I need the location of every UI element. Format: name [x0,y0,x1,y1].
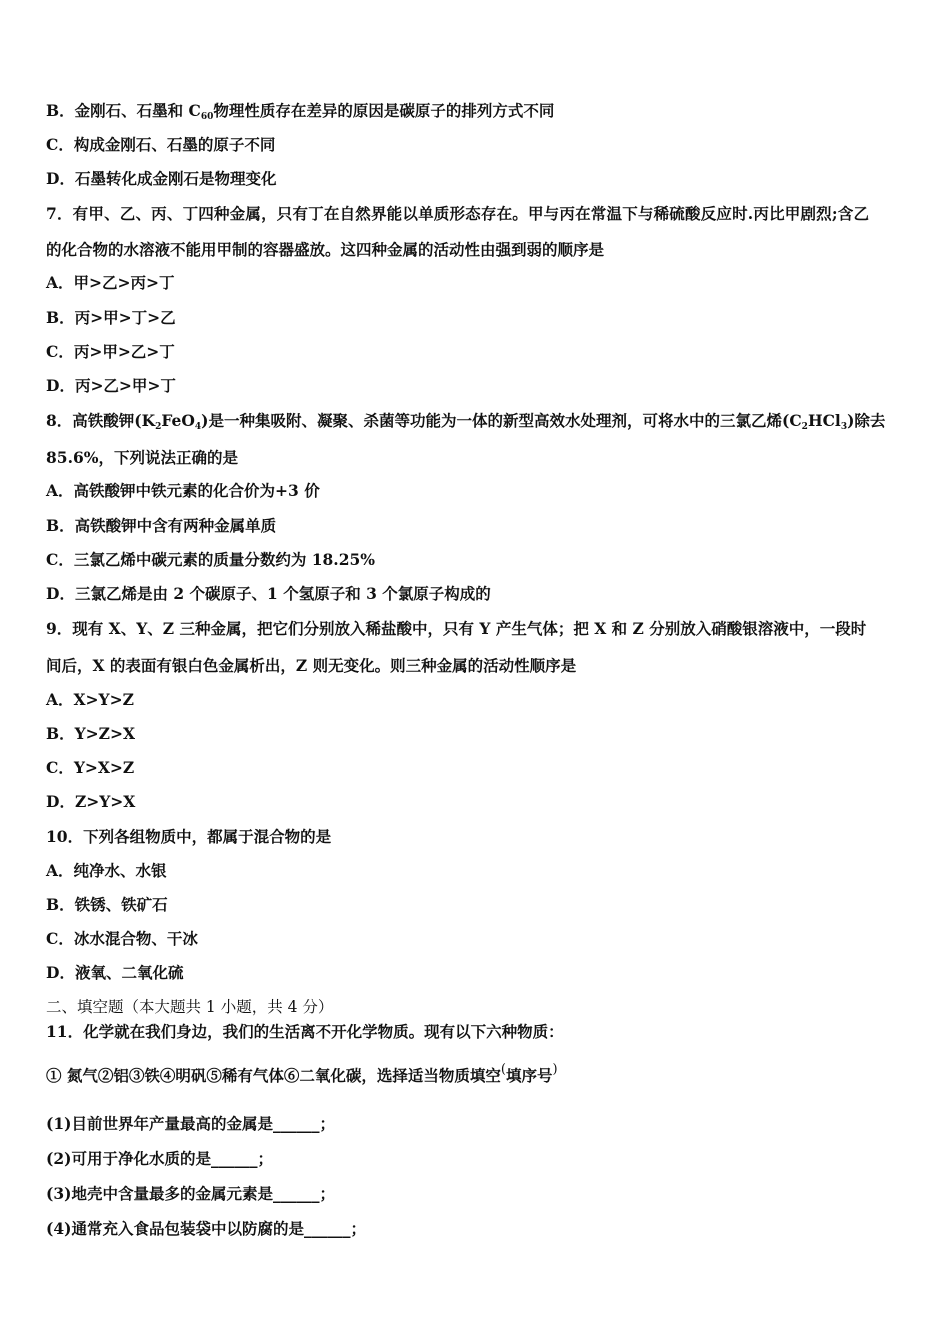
q10-option-d: D．液氧、二氧化硫 [46,963,184,982]
q10-option-c: C．冰水混合物、干冰 [46,929,198,948]
q8-option-b: B．高铁酸钾中含有两种金属单质 [46,516,277,535]
q10-stem: 10．下列各组物质中，都属于混合物的是 [46,827,332,846]
q7-stem-line2: 的化合物的水溶液不能用甲制的容器盛放。这四种金属的活动性由强到弱的顺序是 [46,240,605,259]
q7-option-d: D．丙>乙>甲>丁 [46,376,176,395]
q11-substance-list [46,1062,558,1088]
q8-option-a: A．高铁酸钾中铁元素的化合价为+3 价 [46,481,320,500]
q8-stem-line1 [46,411,885,431]
q6-option-b-post: 物理性质存在差异的原因是碳原子的排列方式不同 [213,101,555,120]
q11-stem: 11．化学就在我们身边，我们的生活离不开化学物质。现有以下六种物质： [46,1022,564,1041]
q9-option-d: D．Z>Y>X [46,792,136,811]
q6-option-b [46,101,554,121]
q11-fill-hint: 填序号 [505,1066,553,1085]
q7-option-a: A．甲>乙>丙>丁 [46,273,175,292]
q8-option-c: C．三氯乙烯中碳元素的质量分数约为 18.25% [46,550,375,569]
q8-option-d: D．三氯乙烯是由 2 个碳原子、1 个氢原子和 3 个氯原子构成的 [46,584,491,603]
q8-stem-sub-1: 2 [155,422,162,432]
q9-option-c: C．Y>X>Z [46,758,135,777]
q8-stem-sub-4: 3 [840,422,848,432]
q6-option-c: C．构成金刚石、石墨的原子不同 [46,135,276,154]
q11-list-text: ① 氮气②铝③铁④明矾⑤稀有气体⑥二氧化碳，选择适当物质填空 [46,1066,501,1085]
q8-stem-line2: 85.6%，下列说法正确的是 [46,448,238,467]
q11-sub-1: (1)目前世界年产量最高的金属是______； [46,1114,335,1133]
q11-sub-3: (3)地壳中含量最多的金属元素是______； [46,1184,335,1203]
section2-title: 二、填空题（本大题共 1 小题，共 4 分） [46,998,334,1016]
q10-option-a: A．纯净水、水银 [46,861,167,880]
q7-stem-line1: 7．有甲、乙、丙、丁四种金属，只有丁在自然界能以单质形态存在。甲与丙在常温下与稀硫酸反应时.丙比甲剧烈;含乙 [46,204,870,223]
q8-stem-sub-3: 2 [801,422,808,432]
q11-paren-close: ) [552,1062,558,1077]
q6-option-b-sub: 60 [200,112,214,122]
q8-stem-part-a: 8．高铁酸钾(K [46,411,156,430]
q9-stem-line2: 间后，X 的表面有银白色金属析出，Z 则无变化。则三种金属的活动性顺序是 [46,656,577,675]
q11-sub-2: (2)可用于净化水质的是______； [46,1149,273,1168]
q8-stem-part-c: )是一种集吸附、凝聚、杀菌等功能为一体的新型高效水处理剂，可将水中的三氯乙烯(C [201,411,802,430]
q6-option-b-pre: B．金刚石、石墨和 C [46,101,201,120]
q9-stem-line1: 9．现有 X、Y、Z 三种金属，把它们分别放入稀盐酸中，只有 Y 产生气体；把 X 和 Z 分别放入硝酸银溶液中，一段时 [46,619,867,638]
q8-stem-part-d: HCl [807,411,841,430]
q11-paren-open: ( [500,1062,506,1077]
q6-option-d: D．石墨转化成金刚石是物理变化 [46,169,277,188]
q7-option-c: C．丙>甲>乙>丁 [46,342,175,361]
q8-stem-part-e: )除去 [847,411,886,430]
q9-option-a: A．X>Y>Z [46,690,134,709]
q8-stem-sub-2: 4 [194,422,202,432]
q10-option-b: B．铁锈、铁矿石 [46,895,168,914]
q9-option-b: B．Y>Z>X [46,724,135,743]
q7-option-b: B．丙>甲>丁>乙 [46,308,176,327]
q8-stem-part-b: FeO [161,411,195,430]
q11-sub-4: (4)通常充入食品包装袋中以防腐的是______； [46,1219,366,1238]
